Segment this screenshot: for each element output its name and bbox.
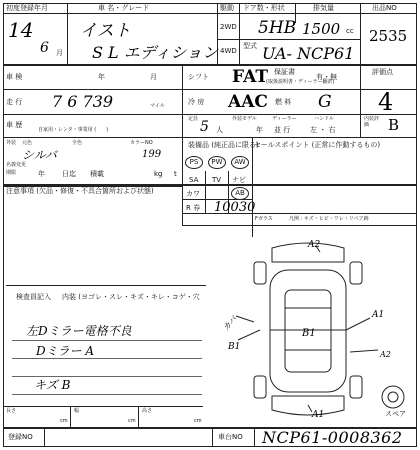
ac-value: AAC [228,92,268,112]
reg-no-label: 登録NO [8,433,33,441]
chassis-no-value: NCP61-0008362 [262,428,403,447]
car-name-grade-label: 車 名・グレード [98,4,150,12]
chassis-no-label: 車台NO [218,433,243,441]
mark-a1-bottom: A1 [312,410,325,420]
mark-a2-right: A2 [380,350,391,359]
auction-inspection-sheet: 初度登録年月 車 名・グレード 駆動 ドア数・形状 排気量 出品NO 14 6 月 イスト S L エディション 2WD 4WD 5HB 1500 cc 型式 UA- NCP61 2535 車 検 年 月 シフト FAT 保証書 (取扱説明書・ディーラー翻訳) 有・無 評価点 4 走 行 7 6 739 マイル 冷 房 AAC 燃 料 G 車 歴 自家用・レンタ・事業用 ( ) 定員 5 人 外装モデル 年 ディーラー 並 行 ハンドル 左 ・ 右 内装評価 B 外装 元色 全色 カラーNO シルバ 199 名義変更 期限 年 日迄 積載 kg t 装備品 (純正品に限る) セールスポイント (正常に作動するもの) PS PW AW SA TV ナビ カワ AB R 券 10030 注意事項 (欠品・修復・不具合箇所および状態) Fガラス 凡例 : キズ・ヒビ・ワレ・リペア跡 検査員記入 内装 (ヨゴレ・スレ・キズ・キレ・コゲ・穴 左Dミラー電格不良 Dミラー A キズ B A2 A1 B1 カバ B1 A2 A1 スペア 長さ cm 幅 cm 高さ cm 登録NO 車台NO NCP61-0008362 [0,0,420,450]
spare-label: スペア [385,410,406,418]
mark-a2-top: A2 [308,240,321,250]
fuel-label: 燃 料 [275,98,292,106]
drive-4wd: 4WD [220,47,237,55]
exhibit-no-label: 出品NO [372,4,397,12]
history-label: 車 歴 [6,121,23,129]
score-label: 評価点 [372,68,393,76]
inspector-label: 検査員記入 [16,293,51,301]
mileage-value: 7 6 739 [52,92,114,111]
warranty-label: 保証書 [274,68,295,76]
eq-pw: PW [208,156,226,169]
car-name: イスト [80,21,131,41]
inspection-label: 車 検 [6,73,23,81]
notes-line-1: 左Dミラー電格不良 [26,324,132,338]
model-type-value: UA- NCP61 [262,44,355,63]
notes-line-3: キズ B [34,378,71,392]
interior-eval-value: B [388,116,400,134]
mileage-label: 走 行 [6,98,23,106]
displacement-value: 1500 [302,20,341,38]
color-no-value: 199 [142,149,162,160]
grade: S L エディション [92,43,219,62]
color-text: シルバ [22,148,57,162]
score-value: 4 [378,88,394,116]
model-type-label: 型式 [243,42,257,50]
fuel-value: G [318,92,332,112]
eq-ps: PS [185,156,203,169]
first-reg-month: 6 [40,40,49,56]
eq-aw: AW [231,156,249,169]
drive-2wd: 2WD [220,23,237,31]
capacity-value: 5 [200,119,209,135]
r-ken-value: 10030 [214,200,256,215]
notes-label: 注意事項 (欠品・修復・不具合箇所および状態) [6,187,154,195]
equipment-label: 装備品 (純正品に限る) [188,141,259,149]
mark-b1-center: B1 [302,328,316,339]
exhibit-no-value: 2535 [369,27,408,45]
interior-checks: 内装 (ヨゴレ・スレ・キズ・キレ・コゲ・穴 [62,293,200,301]
shift-label: シフト [188,73,209,81]
eq-ab: AB [231,187,249,200]
mark-b1-left: B1 [228,342,241,352]
cc-label: cc [346,27,354,35]
notes-line-2: Dミラー A [36,344,95,358]
ac-label: 冷 房 [188,98,205,106]
drive-label: 駆動 [220,4,234,12]
sell-points-label: セールスポイント (正常に作動するもの) [254,141,381,149]
door-shape-label: ドア数・形状 [243,4,285,12]
door-shape-value: 5HB [258,18,297,38]
displacement-label: 排気量 [313,4,334,12]
first-reg-label: 初度登録年月 [6,4,48,12]
shift-value: FAT [232,67,268,87]
warranty-has-none: 有・無 [316,73,337,81]
mark-kaj: カバ [221,314,239,333]
month-label: 月 [56,49,63,57]
first-reg-year: 14 [8,18,34,42]
mark-a1-right: A1 [372,310,385,320]
